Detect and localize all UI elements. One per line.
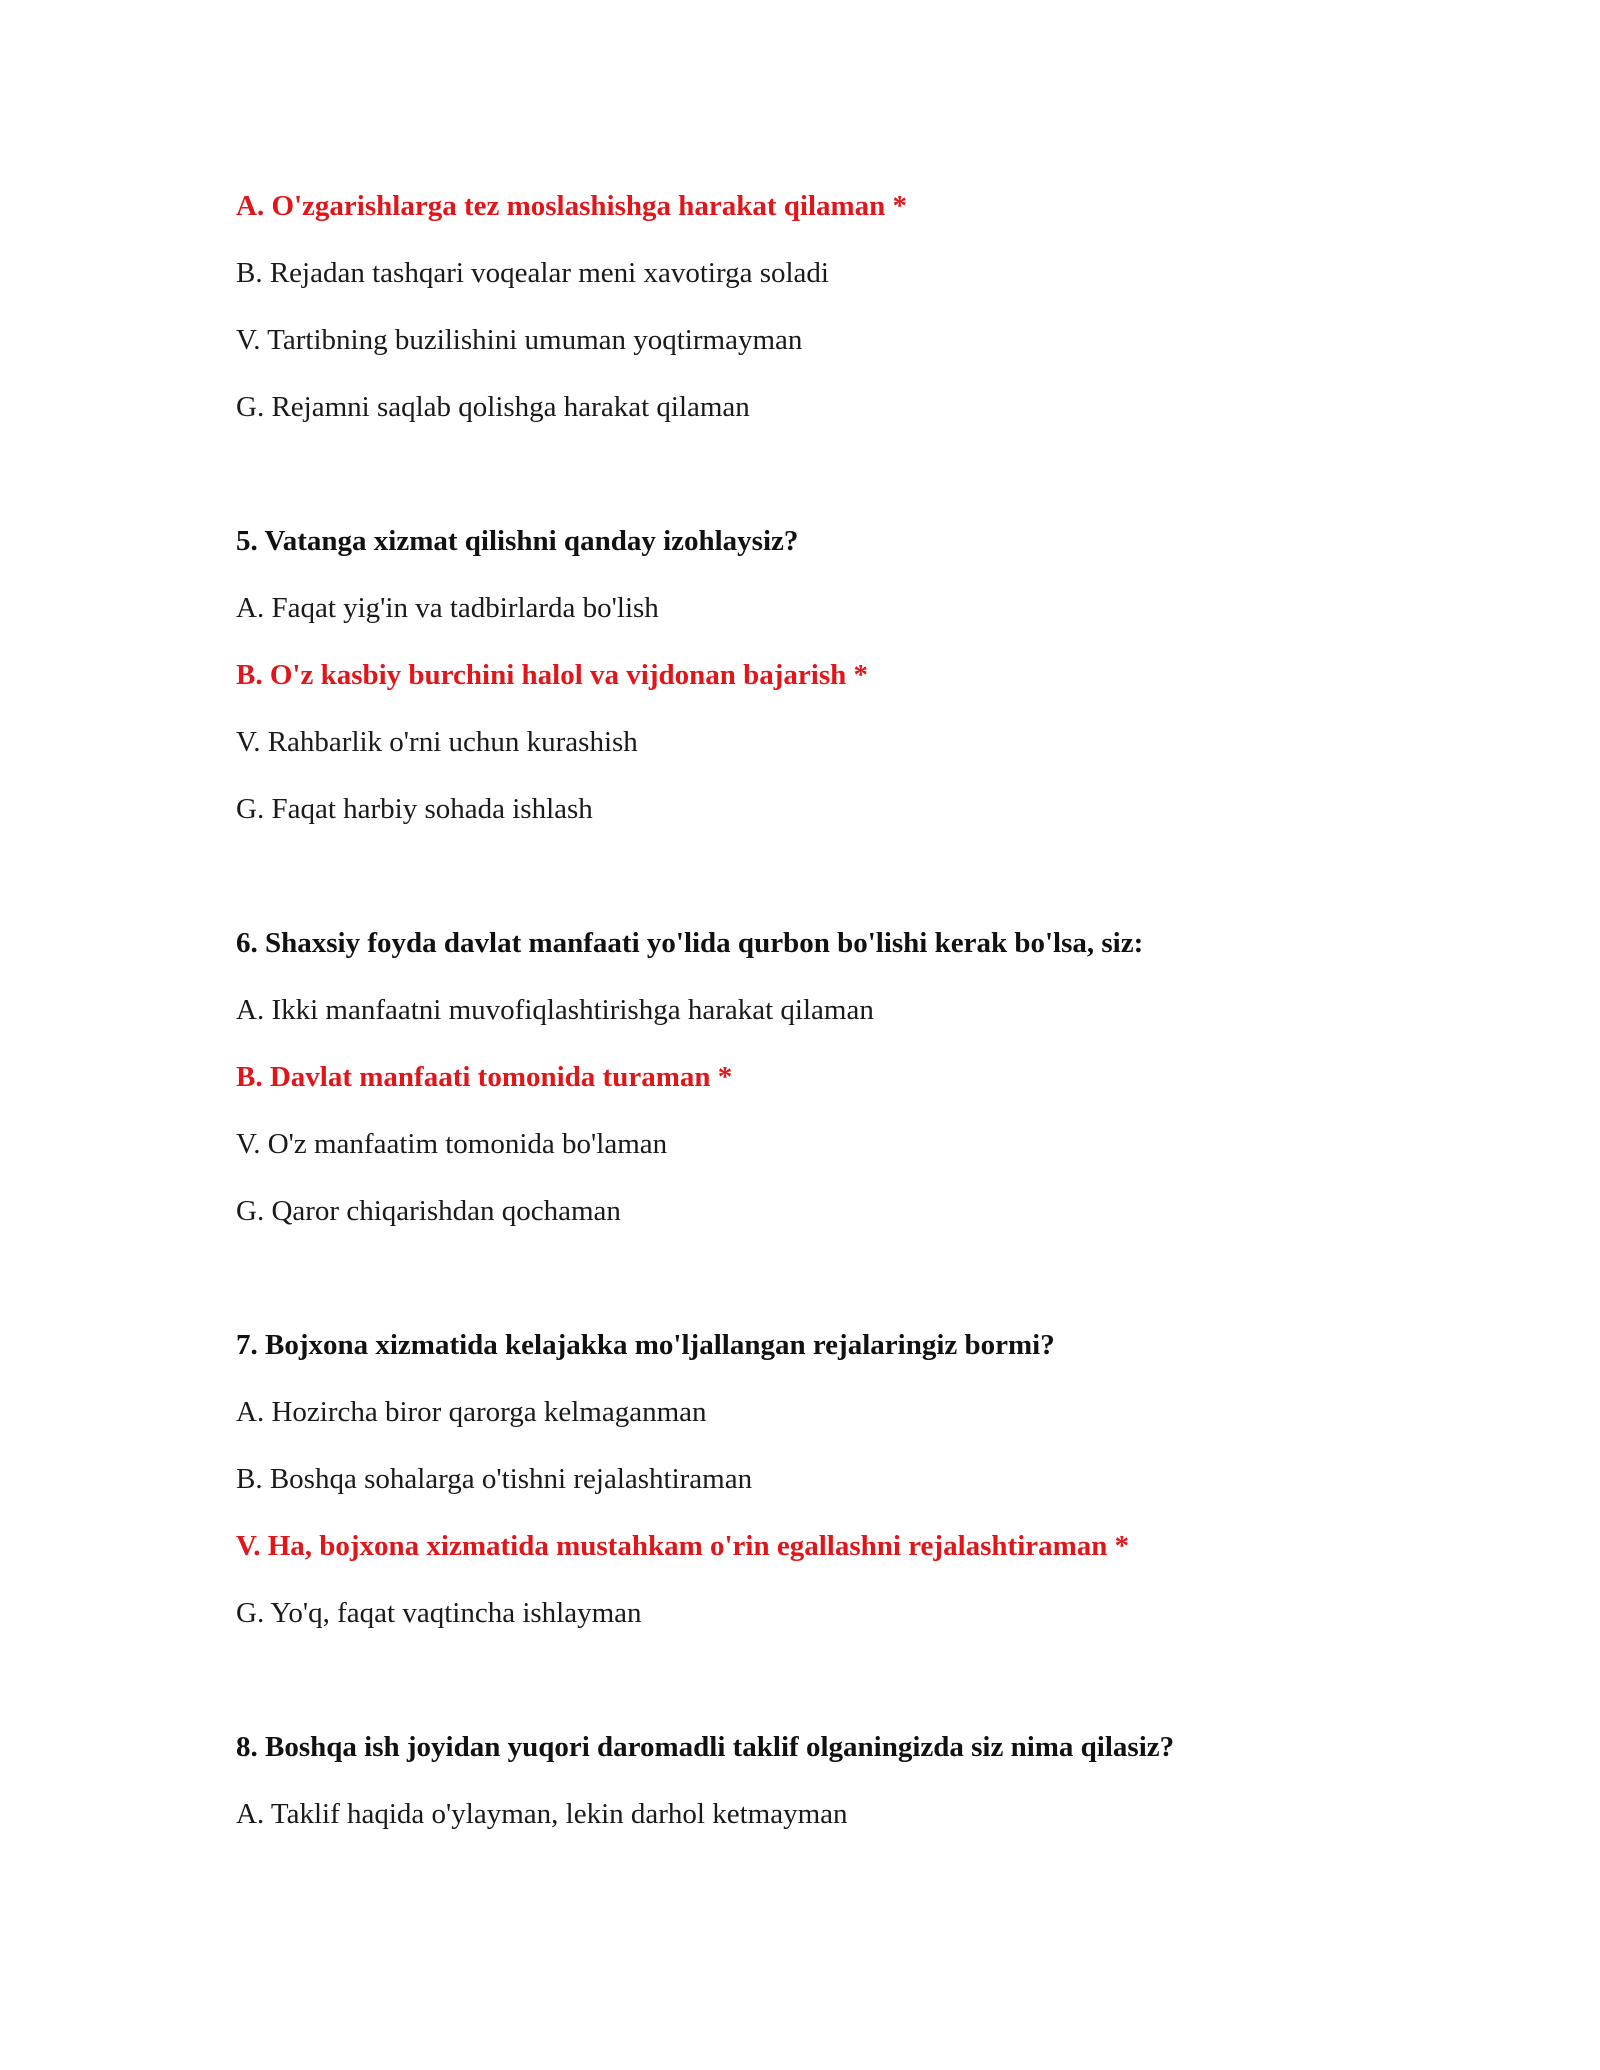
question-8: 8. Boshqa ish joyidan yuqori daromadli taklif olganingizda siz nima qilasiz? bbox=[236, 1731, 1175, 1763]
answer-option: G. Faqat harbiy sohada ishlash bbox=[236, 793, 593, 825]
answer-option: V. Tartibning buzilishini umuman yoqtirmayman bbox=[236, 324, 803, 356]
answer-option: B. Boshqa sohalarga o'tishni rejalashtiraman bbox=[236, 1463, 753, 1495]
answer-option: V. Rahbarlik o'rni uchun kurashish bbox=[236, 726, 638, 758]
answer-option: B. Rejadan tashqari voqealar meni xavotirga soladi bbox=[236, 257, 829, 289]
answer-option-correct: V. Ha, bojxona xizmatida mustahkam o'rin egallashni rejalashtiraman * bbox=[236, 1530, 1130, 1562]
answer-option: G. Rejamni saqlab qolishga harakat qilaman bbox=[236, 391, 750, 423]
answer-option: A. Taklif haqida o'ylayman, lekin darhol ketmayman bbox=[236, 1798, 848, 1830]
answer-option: A. Faqat yig'in va tadbirlarda bo'lish bbox=[236, 592, 659, 624]
question-5: 5. Vatanga xizmat qilishni qanday izohlaysiz? bbox=[236, 525, 799, 557]
answer-option-correct: B. Davlat manfaati tomonida turaman * bbox=[236, 1061, 733, 1093]
answer-option: V. O'z manfaatim tomonida bo'laman bbox=[236, 1128, 668, 1160]
answer-option-correct: A. O'zgarishlarga tez moslashishga harakat qilaman * bbox=[236, 190, 908, 222]
answer-option: G. Yo'q, faqat vaqtincha ishlayman bbox=[236, 1597, 642, 1629]
answer-option: A. Ikki manfaatni muvofiqlashtirishga harakat qilaman bbox=[236, 994, 874, 1026]
question-6: 6. Shaxsiy foyda davlat manfaati yo'lida qurbon bo'lishi kerak bo'lsa, siz: bbox=[236, 927, 1144, 959]
answer-option: G. Qaror chiqarishdan qochaman bbox=[236, 1195, 621, 1227]
answer-option: A. Hozircha biror qarorga kelmaganman bbox=[236, 1396, 707, 1428]
question-7: 7. Bojxona xizmatida kelajakka mo'ljallangan rejalaringiz bormi? bbox=[236, 1329, 1055, 1361]
answer-option-correct: B. O'z kasbiy burchini halol va vijdonan bajarish * bbox=[236, 659, 868, 691]
